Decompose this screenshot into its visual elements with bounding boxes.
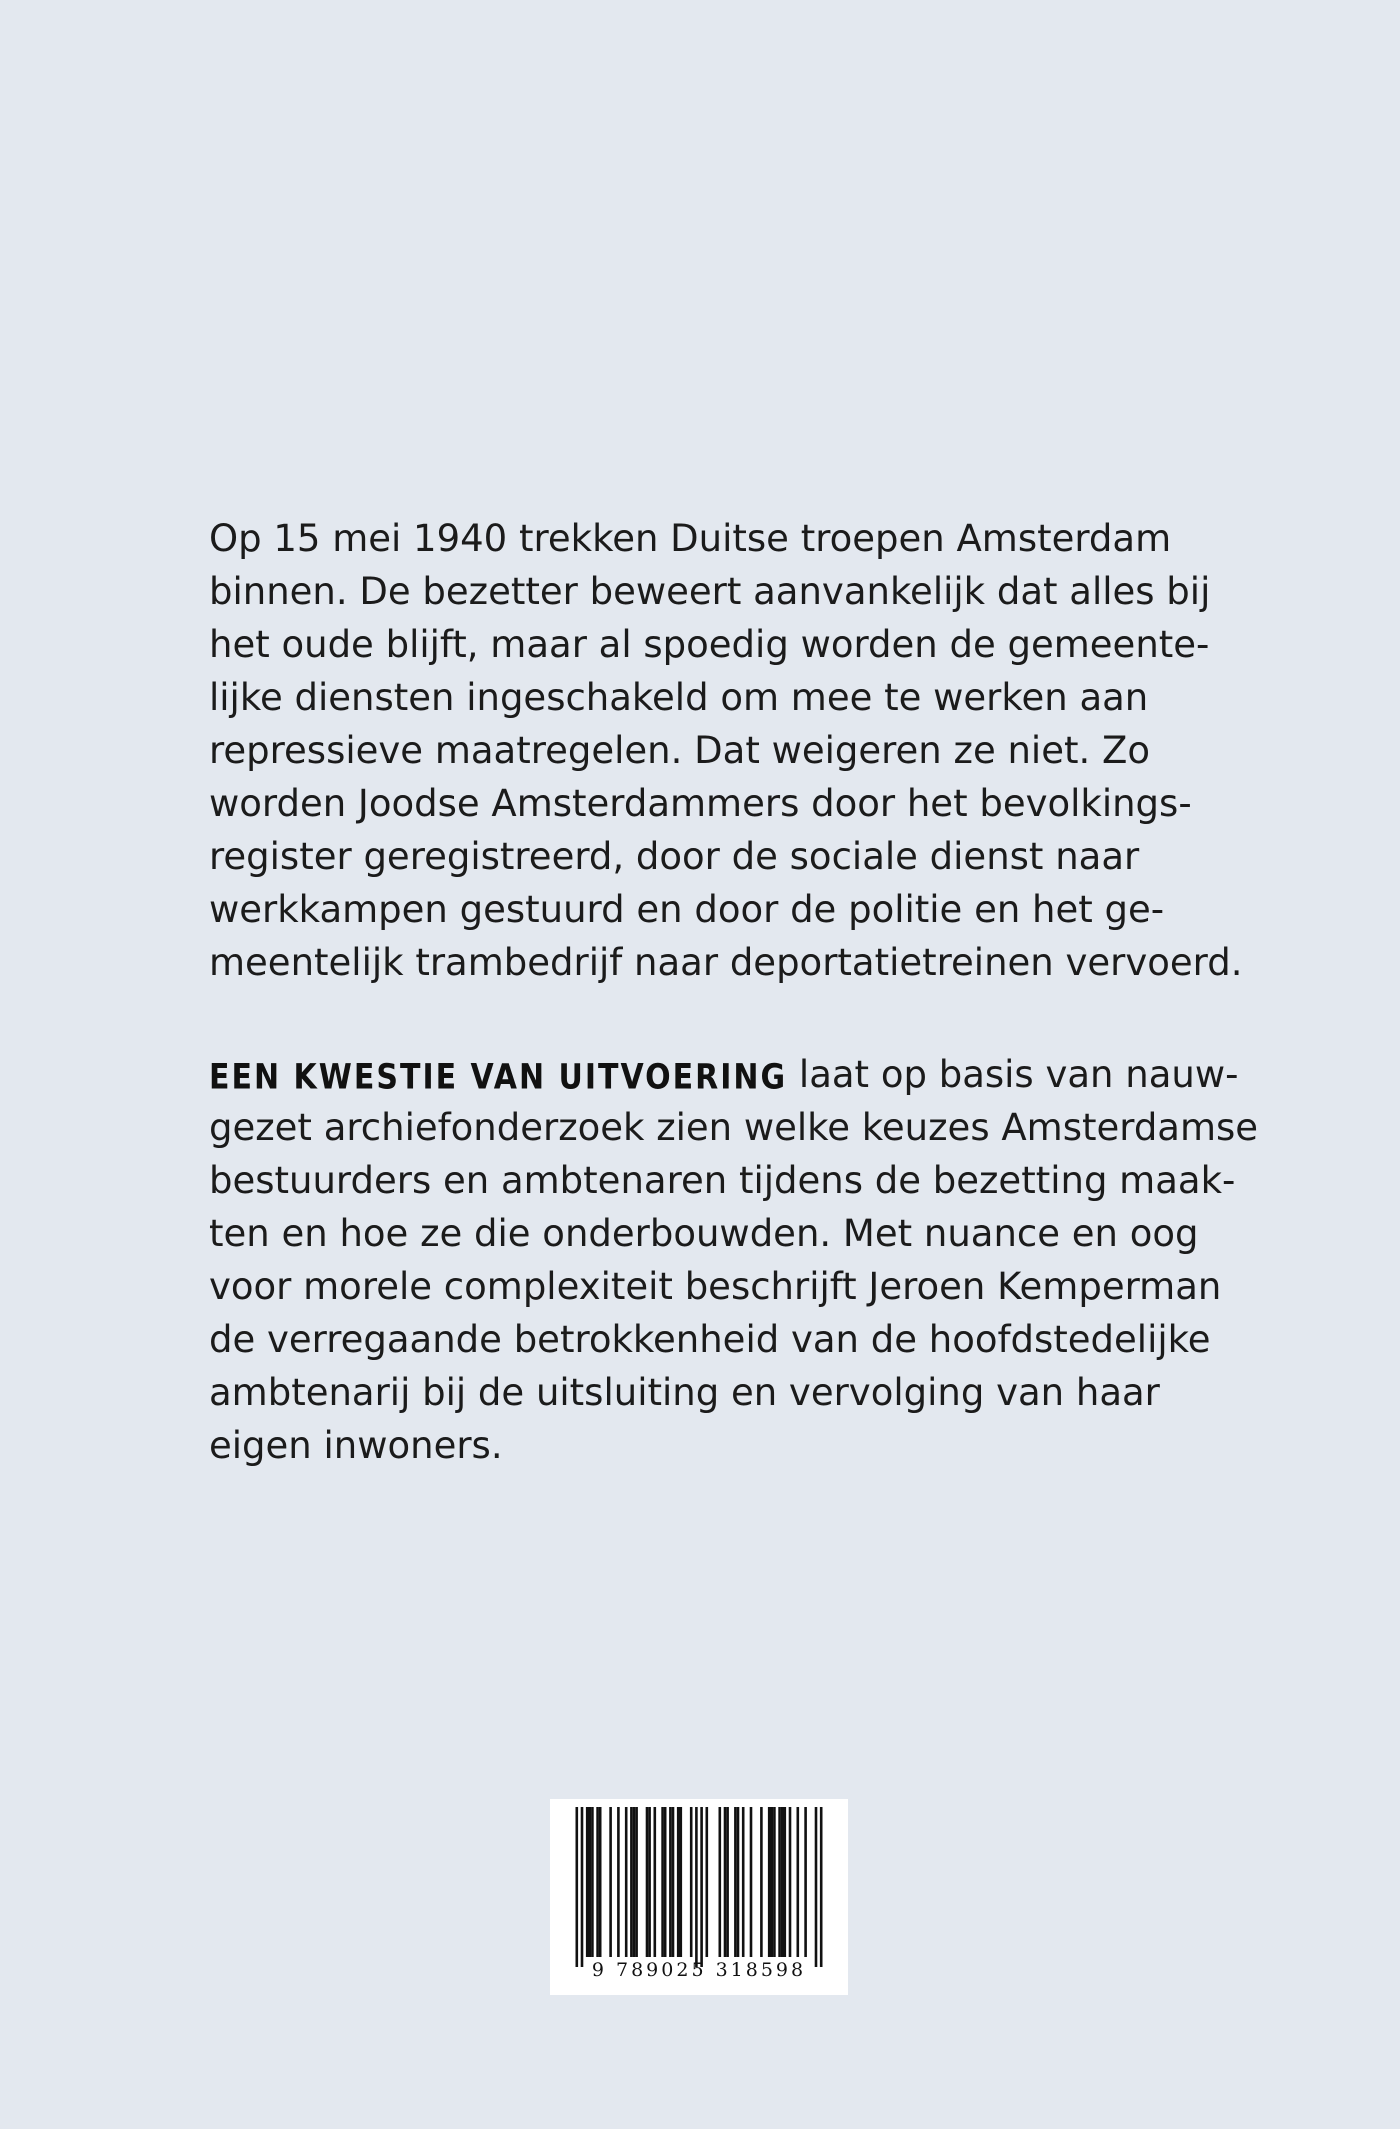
- blurb-line: lijke diensten ingeschakeld om mee te werken aan: [209, 676, 1149, 719]
- barcode-bar: [797, 1807, 800, 1957]
- barcode-bar: [646, 1807, 649, 1957]
- blurb-line: de verregaande betrokkenheid van de hoofdstedelijke: [209, 1318, 1211, 1361]
- blurb-line: register geregistreerd, door de sociale dienst naar: [209, 835, 1140, 878]
- barcode-bar: [724, 1807, 727, 1957]
- barcode-bar: [771, 1807, 774, 1957]
- barcode-bar: [661, 1807, 664, 1957]
- blurb-line: meentelijk trambedrijf naar deportatietreinen vervoerd.: [209, 941, 1243, 984]
- barcode-bar: [726, 1807, 729, 1957]
- barcode-bar: [635, 1807, 638, 1957]
- blurb-line: repressieve maatregelen. Dat weigeren ze niet. Zo: [209, 729, 1150, 772]
- barcode-bar: [784, 1807, 787, 1957]
- barcode-bar: [664, 1807, 667, 1957]
- barcode-bar: [804, 1807, 807, 1957]
- barcode-bar: [672, 1807, 675, 1957]
- barcode-digits: 9 789025 318598: [591, 1959, 807, 1981]
- barcode-bar: [706, 1807, 709, 1957]
- barcode-bar: [581, 1807, 584, 1967]
- blurb-line: gezet archiefonderzoek zien welke keuzes Amsterdamse: [209, 1106, 1259, 1149]
- barcode-bar: [750, 1807, 753, 1957]
- barcode-bar: [737, 1807, 740, 1957]
- blurb-paragraph-1: [209, 512, 1243, 989]
- barcode-bar: [781, 1807, 784, 1957]
- barcode-bar: [760, 1807, 763, 1957]
- blurb-line: [209, 1048, 1239, 1101]
- barcode-bar: [700, 1807, 703, 1967]
- blurb-line: ambtenarij bij de uitsluiting en vervolging van haar: [209, 1371, 1160, 1414]
- blurb-line: het oude blijft, maar al spoedig worden de gemeente-: [209, 623, 1210, 666]
- barcode-bar: [589, 1807, 592, 1957]
- blurb-line: bestuurders en ambtenaren tijdens de bezetting maak-: [209, 1159, 1236, 1202]
- barcode-bar: [630, 1807, 633, 1957]
- barcode-bar: [768, 1807, 771, 1957]
- barcode-bar: [625, 1807, 628, 1957]
- barcode-bar: [599, 1807, 602, 1957]
- blurb-line: eigen inwoners.: [209, 1424, 503, 1467]
- back-cover-blurb: [209, 512, 1259, 1472]
- barcode-bar: [677, 1807, 680, 1957]
- blurb-line: voor morele complexiteit beschrijft Jeroen Kemperman: [209, 1265, 1222, 1308]
- barcode-bar: [654, 1807, 657, 1957]
- blurb-line: binnen. De bezetter beweert aanvankelijk dat alles bij: [209, 570, 1211, 613]
- barcode-bar: [695, 1807, 698, 1967]
- blurb-line: worden Joodse Amsterdammers door het bevolkings-: [209, 782, 1192, 825]
- barcode-bar: [734, 1807, 737, 1957]
- barcode-bar: [648, 1807, 651, 1957]
- barcode-bar: [719, 1807, 722, 1957]
- barcode-bar: [596, 1807, 599, 1957]
- barcode-bar: [576, 1807, 579, 1967]
- barcode-bar: [680, 1807, 683, 1957]
- blurb-line: ten en hoe ze die onderbouwden. Met nuance en oog: [209, 1212, 1199, 1255]
- blurb-line: Op 15 mei 1940 trekken Duitse troepen Amsterdam: [209, 517, 1172, 560]
- barcode-bar: [617, 1807, 620, 1957]
- blurb-paragraph-2: [209, 1048, 1259, 1472]
- barcode-bar: [773, 1807, 776, 1957]
- barcode-bar: [591, 1807, 594, 1957]
- barcode-bar: [789, 1807, 792, 1957]
- barcode-bar: [586, 1807, 589, 1957]
- book-title: EEN KWESTIE VAN UITVOERING: [209, 1057, 788, 1098]
- barcode-bar: [815, 1807, 818, 1967]
- barcode-bar: [778, 1807, 781, 1957]
- barcode-bar: [690, 1807, 693, 1957]
- blurb-line-rest: laat op basis van nauw-: [787, 1053, 1239, 1096]
- barcode-bar: [820, 1807, 823, 1967]
- isbn-barcode: [550, 1799, 848, 1995]
- barcode-bar: [609, 1807, 612, 1957]
- barcode-bar: [633, 1807, 636, 1957]
- barcode-bar: [742, 1807, 745, 1957]
- blurb-line: werkkampen gestuurd en door de politie en het ge-: [209, 888, 1165, 931]
- barcode-bar: [669, 1807, 672, 1957]
